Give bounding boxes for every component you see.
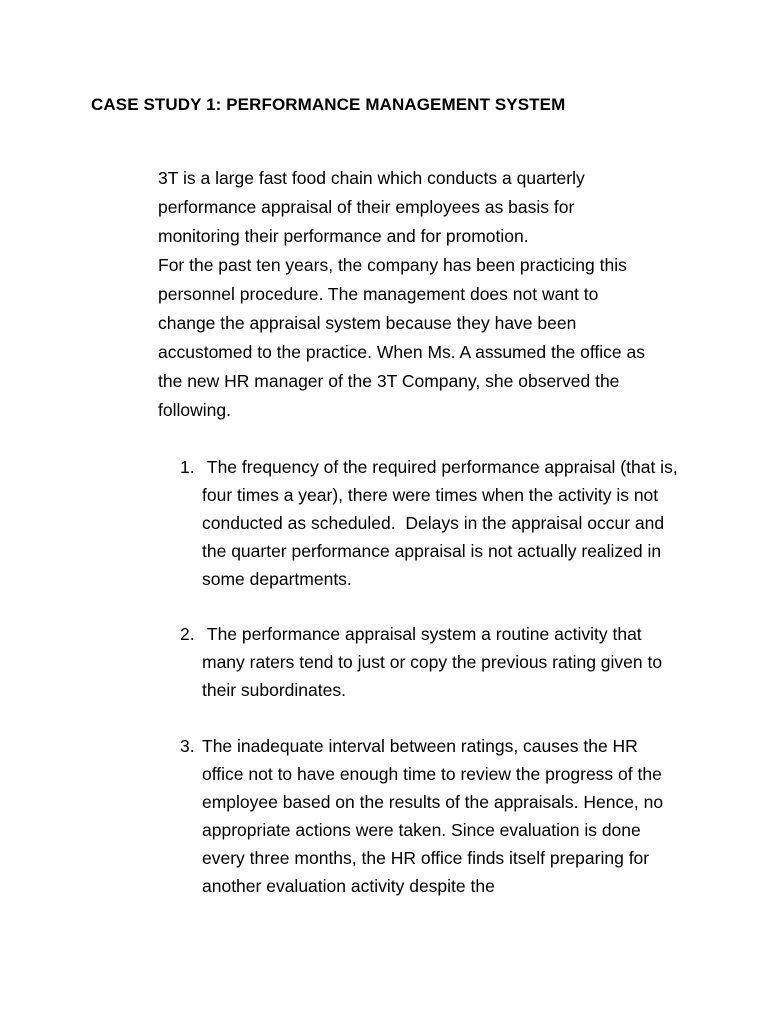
list-text-2: The performance appraisal system a routine activity that many raters tend to just or copy the previous rating given to their subordinates. xyxy=(202,624,667,700)
list-number-3: 3. xyxy=(180,736,195,756)
intro-paragraph-2: For the past ten years, the company has been practicing this personnel procedure. The management does not want to change the appraisal system because they have been accustomed to the practice. When Ms. A assumed the office as the new HR manager of the 3T Company, she observed the following. xyxy=(158,255,646,420)
list-item-1 xyxy=(180,453,683,593)
list-number-2: 2. xyxy=(180,624,195,644)
list-item-2 xyxy=(180,620,680,704)
list-number-1: 1. xyxy=(180,457,195,477)
list-text-1: The frequency of the required performance appraisal (that is, four times a year), there were times when the activity is not conducted as scheduled. Delays in the appraisal occur and the quarter performance appraisal is not actually realized in some departments. xyxy=(202,457,683,589)
list-item-3 xyxy=(180,732,680,900)
intro-paragraph-1: 3T is a large fast food chain which conducts a quarterly performance appraisal of their employees as basis for monitoring their performance and for promotion. xyxy=(158,168,585,246)
list-text-3: The inadequate interval between ratings, causes the HR office not to have enough time to review the progress of the employee based on the results of the appraisals. Hence, no appropriate actions were taken. Since evaluation is done every three months, the HR office finds itself preparing for another evaluation activity despite the xyxy=(202,736,664,896)
intro-section xyxy=(158,164,658,425)
document-heading: CASE STUDY 1: PERFORMANCE MANAGEMENT SYSTEM xyxy=(91,95,566,114)
